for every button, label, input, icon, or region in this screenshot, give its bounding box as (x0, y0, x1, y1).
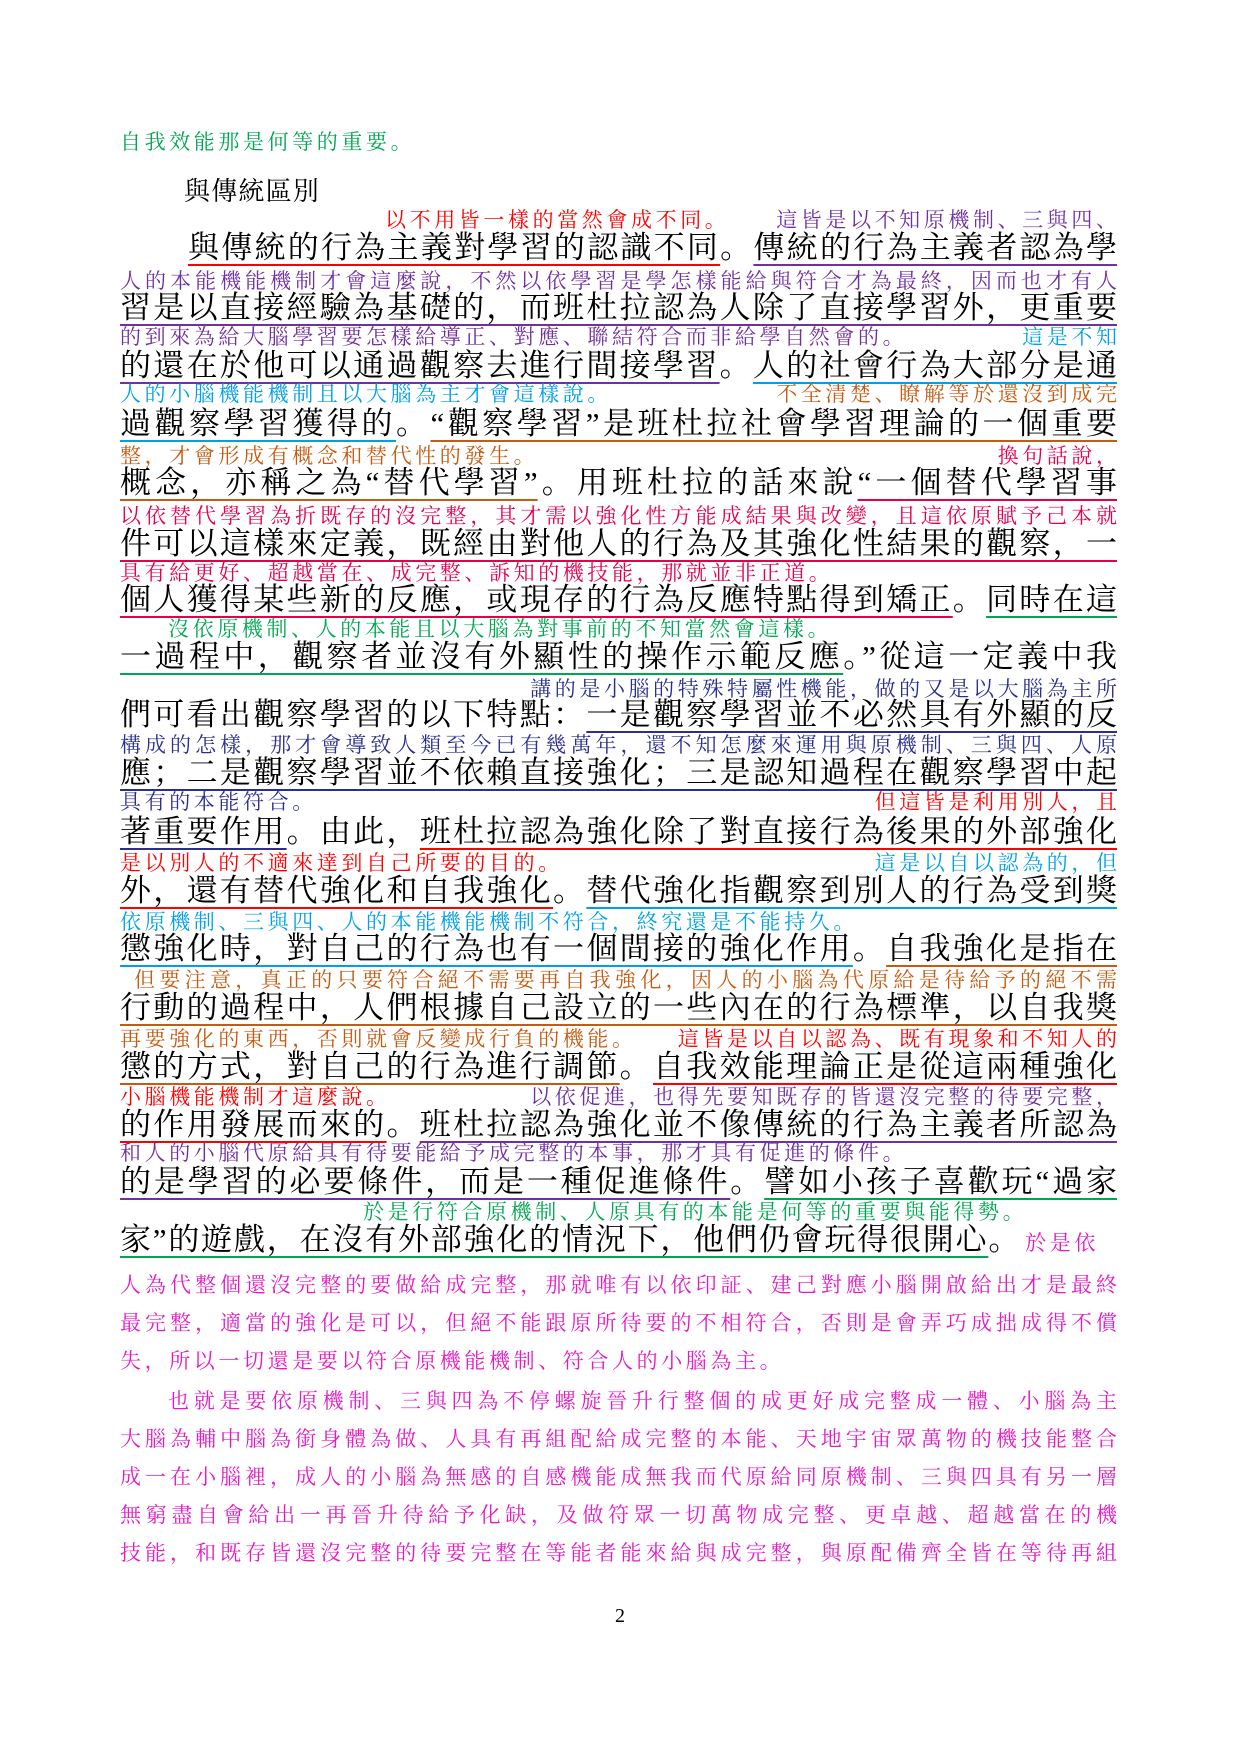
annotation-line (120, 1140, 1117, 1167)
body-line (120, 698, 1117, 732)
body-text: 外，還有替代強化和自我強化 (120, 873, 554, 908)
annotation-text: 但要注意，真正的只要符合絕不需要再自我強化，因人的小腦為代原給是待給予的絕不需 (134, 968, 1117, 992)
body-text: 懲的方式，對自己的行為進行調節 (120, 1049, 620, 1084)
body-text: 譬如小孩子喜歡玩“過家 (764, 1164, 1118, 1199)
annotation-text: 但這皆是利用別人，且 (874, 790, 1121, 814)
closing-line: 大腦為輔中腦為銜身體為做、人具有再組配給成完整的本能、天地宇宙眾萬物的機技能整合 (120, 1427, 1117, 1451)
annotation-text: 整，才會形成有概念和替代性的發生。 (120, 444, 539, 468)
annotation-text: 具有的本能符合。 (120, 790, 317, 814)
body-text: 。 (619, 1049, 653, 1084)
body-text: 。 (952, 582, 987, 617)
annotation-text: 以依促進，也得先要知既存的皆還沒完整的待要完整， (530, 1085, 1121, 1109)
annotation-text: 小腦機能機制才這麼說。 (120, 1085, 391, 1109)
body-line (188, 231, 1117, 265)
body-text: 人的社會行為大部分是通 (752, 348, 1118, 383)
body-text: 自我效能理論正是從這兩種強化 (652, 1049, 1118, 1084)
body-text: 自我強化是指在 (886, 931, 1118, 966)
body-text: 。 (852, 931, 887, 966)
body-text: 的作用發展而來的 (120, 1107, 387, 1142)
annotation-text: 於是行符合原機制、人原具有的本能是何等的重要與能得勢。 (363, 1200, 1028, 1224)
annotation-text: 再要強化的東西，否則就會反變成行負的機能。 (120, 1027, 637, 1051)
body-line (120, 1165, 1117, 1199)
annotation-text: 以不用皆一樣的當然會成不同。 (385, 208, 730, 232)
body-text: 過觀察學習獲得的 (120, 406, 396, 441)
body-text: 的是學習的必要條件，而是一種促進條件 (120, 1164, 731, 1199)
body-line (120, 527, 1117, 561)
body-text: 。 (730, 1164, 765, 1199)
body-text: 。 (396, 406, 431, 441)
body-text: 傳統的行為主義者認為學 (753, 230, 1118, 265)
body-text: 。”從這一定義中我 (843, 639, 1118, 674)
body-line (120, 932, 1117, 966)
body-text: 的還在於他可以通過觀察去進行間接學習 (120, 348, 720, 383)
closing-line: 也就是要依原機制、三與四為不停螺旋晉升行整個的成更好成完整成一體、小腦為主 (168, 1389, 1117, 1413)
body-line (120, 815, 1117, 849)
body-line (120, 1223, 1117, 1257)
body-line (120, 1108, 1117, 1142)
body-line (120, 991, 1117, 1025)
annotation-text: 人的本能機能機制才會這麼說，不然以依學習是學怎樣能給與符合才為最終，因而也才有人 (120, 269, 1117, 293)
body-text: 習是以直接經驗為基礎的，而班杜拉認為人除了直接學習外，更重要 (120, 290, 1117, 325)
body-text: 同時在這 (986, 582, 1118, 617)
body-text: 班杜拉認為強化並不像傳統的行為主義者所認為 (419, 1107, 1118, 1142)
annotation-line (120, 789, 1121, 816)
body-text: 懲強化時，對自己的行為也有一個間接的強化作用 (120, 931, 853, 966)
annotation-line (120, 324, 1121, 351)
closing-line: 人為代整個還沒完整的要做給成完整，那就唯有以依印証、建己對應小腦開啟給出才是最終 (120, 1273, 1117, 1297)
body-text: 。 (988, 1222, 1022, 1257)
annotation-text: 沒依原機制、人的本能且以大腦為對事前的不知當然會這樣。 (168, 617, 833, 641)
annotation-text: 換句話說， (997, 444, 1121, 468)
body-text: 。 (553, 873, 587, 908)
body-line (120, 466, 1117, 500)
annotation-text: 依原機制、三與四、人的本能機能機制不符合，終究還是不能持久。 (120, 910, 858, 934)
body-text: 概念，亦稱之為“替代學習” (120, 465, 538, 500)
body-line (120, 874, 1117, 908)
body-line (120, 583, 1117, 617)
annotation-text: 這皆是以自以認為、既有現象和不知人的 (677, 1027, 1121, 1051)
body-text: “一個替代學習事 (857, 465, 1117, 500)
annotation-text: 以依替代學習為折既存的沒完整，其才需以強化性方能成結果與改變，且這依原賦予己本就 (120, 504, 1117, 528)
closing-line: 技能，和既存皆還沒完整的待要完整在等能者能來給與成完整，與原配備齊全皆在等待再組 (120, 1541, 1117, 1565)
closing-line: 最完整，適當的強化是可以，但絕不能跟原所待要的不相符合，否則是會弄巧成拙成得不償 (120, 1311, 1117, 1335)
closing-line: 失，所以一切還是要以符合原機能機制、符合人的小腦為主。 (120, 1349, 785, 1373)
body-text: 替代強化指觀察到別人的行為受到獎 (586, 873, 1118, 908)
body-text: 一過程中，觀察者並沒有外顯性的操作示範反應 (120, 639, 844, 674)
annotation-line (120, 381, 1121, 408)
annotation-text: 不全清楚、瞭解等於還沒到成完 (776, 382, 1121, 406)
annotation-text: 具有給更好、超越當在、成完整、訴知的機技能，那就並非正道。 (120, 561, 834, 585)
annotation-text: 這皆是以不知原機制、三與四、 (776, 208, 1121, 232)
annotation-text: 人的小腦機能機制且以大腦為主才會這樣說。 (120, 382, 612, 406)
closing-line: 無窮盡自會給出一再晉升待給予化缺，及做符眾一切萬物成完整、更卓越、超越當在的機 (120, 1503, 1117, 1527)
body-text: 。 (720, 230, 754, 265)
body-line (120, 291, 1117, 325)
closing-line: 成一在小腦裡，成人的小腦為無感的自感機能成無我而代原給同原機制、三與四具有另一層 (120, 1465, 1117, 1489)
body-line (120, 1050, 1117, 1084)
intro-line: 自我效能那是何等的重要。 (120, 130, 416, 154)
annotation-text: 是以別人的不適來達到自己所要的目的。 (120, 851, 563, 875)
body-text: 家”的遊戲，在沒有外部強化的情況下，他們仍會玩得很開心 (120, 1222, 989, 1257)
annotation-text: 這是以自以認為的，但 (874, 851, 1121, 875)
body-text: 。由此， (286, 814, 420, 849)
annotation-text: 這是不知 (1022, 325, 1121, 349)
body-text: 一是觀察學習並不必然具有外顯的反 (586, 697, 1117, 732)
body-text: 班杜拉認為強化除了對直接行為後果的外部強化 (419, 814, 1118, 849)
body-text: 與傳統的行為主義對學習的認識不同 (188, 230, 721, 265)
section-heading: 與傳統區別 (184, 177, 321, 206)
body-text: 。 (386, 1107, 420, 1142)
body-text: “觀察學習”是班杜拉社會學習理論的一個重要 (430, 406, 1117, 441)
annotation-text: 的到來為給大腦學習要怎樣給導正、對應、聯結符合而非給學自然會的。 (120, 325, 908, 349)
annotation-text: 講的是小腦的特殊特屬性機能，做的又是以大腦為主所 (530, 677, 1121, 701)
body-line (120, 756, 1117, 790)
page-number: 2 (615, 1605, 625, 1627)
body-line (120, 407, 1117, 441)
annotation-text: 構成的怎樣，那才會導致人類至今已有幾萬年，還不知怎麼來運用與原機制、三與四、人原 (120, 733, 1117, 757)
body-text: 應；二是觀察學習並不依賴直接強化；三是認知過程在觀察學習中起 (120, 755, 1117, 790)
body-text: 。用班杜拉的話來說 (537, 465, 858, 500)
body-text: 件可以這樣來定義，既經由對他人的行為及其強化性結果的觀察，一 (120, 526, 1117, 561)
annotation-text: 於是依 (1025, 1231, 1099, 1255)
body-text: 們可看出觀察學習的以下特點： (120, 697, 587, 732)
body-text: 行動的過程中，人們根據自己設立的一些內在的行為標準，以自我獎 (120, 990, 1117, 1025)
body-line (120, 640, 1117, 674)
body-line (120, 349, 1117, 383)
body-text: 著重要作用 (120, 814, 287, 849)
body-text: 。 (719, 348, 753, 383)
annotation-text: 和人的小腦代原給具有待要能給予成完整的本事，那才具有促進的條件。 (120, 1141, 908, 1165)
body-text: 個人獲得某些新的反應，或現存的行為反應特點得到矯正 (120, 582, 953, 617)
